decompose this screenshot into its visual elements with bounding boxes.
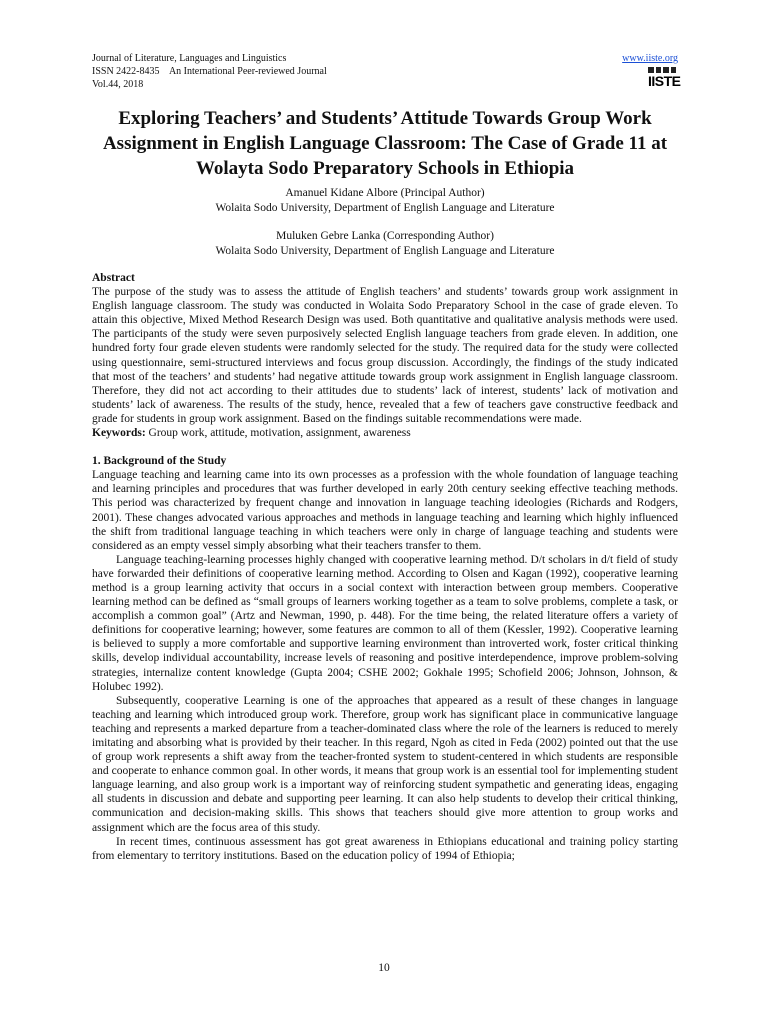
journal-name: Journal of Literature, Languages and Linguistics xyxy=(92,53,287,64)
iiste-logo-icon xyxy=(648,67,681,91)
journal-website-link[interactable]: www.iiste.org xyxy=(622,53,678,64)
page-number: 10 xyxy=(378,962,390,974)
author-affiliation: Wolaita Sodo University, Department of English Language and Literature xyxy=(215,202,555,214)
abstract-heading: Abstract xyxy=(92,272,135,284)
body-paragraph: Subsequently, cooperative Learning is one of the approaches that appeared as a result of these changes in language teaching and learning which introduced group work. Therefore, group work has significant place in communicative language teaching and represents a marked departure from a teacher-dominated class where the role of the learners is reduced to merely imitating and absorbing what is provided by their teacher. In this regard, Ngoh as cited in Feda (2002) pointed out that the use of group work represents a shift away from the teacher-fronted system to student-centered in which students are responsible and cooperate to enhance common goal. In other words, it means that group work is an essential tool for implementing student language learning, and also group work is a important way of reinforcing student sympathetic and generating ideas, engaging all students in discussion and debate and supporting peer learning. It can also help students to develop their critical thinking, communication and decision-making skills. This shows that teachers should give more attention to group works and assignment which are the focus area of this study. xyxy=(92,694,678,834)
author-affiliation: Wolaita Sodo University, Department of English Language and Literature xyxy=(215,245,555,257)
abstract-text: The purpose of the study was to assess the attitude of English teachers’ and students’ towards group work assignment in English language classroom. The study was conducted in Wolaita Sodo Preparatory School in the case of grade eleven. To attain this objective, Mixed Method Research Design was used. Both quantitative and qualitative analysis methods were used. The participants of the study were seven purposively selected English language teachers from grade eleven. In addition, one hundred forty four grade eleven students were randomly selected for the study. The required data for the study were collected using questionnaire, semi-structured interviews and focus group discussion. Accordingly, the findings of the study indicated that most of the teachers’ and students’ had negative attitude towards group work assignment in English language classroom. Therefore, they did not act according to their attitudes due to students’ lack of interest, students’ lack of motivation and students’ lack of awareness. The results of the study, hence, revealed that a few of teachers gave constructive feedback and grade for students in group work assignment. Based on the findings suitable recommendations were made. xyxy=(92,286,678,425)
section-heading: 1. Background of the Study xyxy=(92,455,227,468)
author-block xyxy=(92,229,678,259)
keywords-text: Group work, attitude, motivation, assignment, awareness xyxy=(145,427,411,440)
paper-title: Exploring Teachers’ and Students’ Attitude Towards Group Work Assignment in English Language Classroom: The Case of Grade 11 at Wolayta Sodo Preparatory Schools in Ethiopia xyxy=(102,108,668,179)
keywords-label: Keywords: xyxy=(92,427,146,440)
journal-issn: ISSN 2422-8435 An International Peer-reviewed Journal xyxy=(92,66,327,77)
body-paragraph: Language teaching and learning came into its own processes as a profession with the whole foundation of language teaching and learning principles and procedures that was further developed in early 20th century seeking effective teaching methods. This period was characterized by frequent change and innovation in language teaching ideologies (Richards and Rodgers, 2001). These changes advocated various approaches and methods in language teaching and learning which highly influenced the shift from traditional language teaching in which teachers were only in charge of language teaching and students were considered as an empty vessel simply absorbing what their teachers transfer to them. xyxy=(92,469,678,552)
keywords-line xyxy=(92,426,678,440)
journal-header xyxy=(92,52,681,94)
body-paragraph: Language teaching-learning processes highly changed with cooperative learning method. D/t scholars in d/t field of study have forwarded their definitions of cooperative learning method. According to Olsen and Kagan (1992), cooperative learning method is a group learning activity that occurs in a social context with interaction between group members. Cooperative learning method can be defined as “small groups of learners working together as a team to solve problems, complete a task, or accomplish a common goal” (Artz and Newman, 1990, p. 448). For the time being, the related literature offers a variety of definitions for cooperative learning; however, some features are common to all of them (Kessler, 1992). Cooperative learning is believed to supply a more comfortable and supportive learning environment than introverted work, foster critical thinking skills, develop individual accountability, increase levels of reasoning and positive interdependence, improve problem-solving strategies, internalize content knowledge (Gupta 2004; CSHE 2002; Gokhale 1995; Schofield 2006; Johnson, Johnson, & Holubec 1992). xyxy=(92,553,678,693)
paper-body xyxy=(92,271,678,863)
author-block xyxy=(92,186,678,216)
body-paragraph: In recent times, continuous assessment has got great awareness in Ethiopians educational and training policy starting from elementary to territory institutions. Based on the education policy of 1994 of Ethiopia; xyxy=(92,835,678,862)
author-list xyxy=(92,186,678,259)
logo-text: IISTE xyxy=(648,73,681,89)
journal-info xyxy=(92,52,327,91)
author-name: Muluken Gebre Lanka (Corresponding Author) xyxy=(276,230,494,242)
journal-volume: Vol.44, 2018 xyxy=(92,79,144,90)
author-name: Amanuel Kidane Albore (Principal Author) xyxy=(285,187,485,199)
